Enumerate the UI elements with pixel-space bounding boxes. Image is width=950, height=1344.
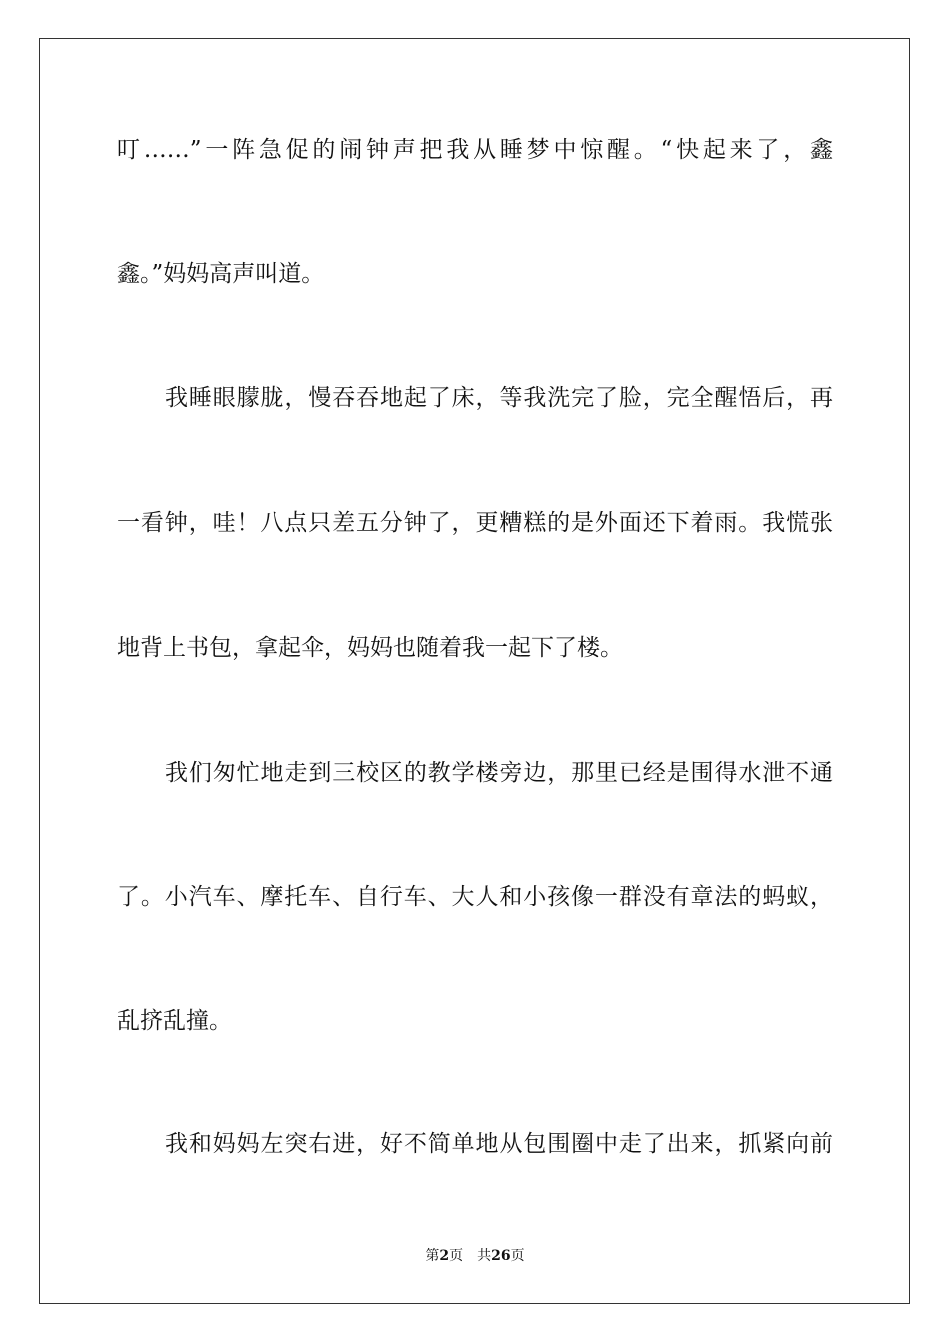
body-line-9: 我和妈妈左突右进，好不简单地从包围圈中走了出来，抓紧向前	[165, 1131, 833, 1157]
footer-page-suffix: 页	[449, 1248, 464, 1264]
body-line-6: 我们匆忙地走到三校区的教学楼旁边，那里已经是围得水泄不通	[165, 760, 833, 786]
page-footer	[0, 1246, 950, 1266]
body-line-2: 鑫。”妈妈高声叫道。	[117, 261, 325, 287]
body-line-3: 我睡眼朦胧，慢吞吞地起了床，等我洗完了脸，完全醒悟后，再	[165, 385, 833, 411]
page-border	[39, 38, 910, 1304]
footer-total-prefix: 共	[477, 1248, 492, 1264]
footer-total-suffix: 页	[510, 1248, 525, 1264]
body-line-4: 一看钟，哇！八点只差五分钟了，更糟糕的是外面还下着雨。我慌张	[117, 510, 833, 536]
body-line-1: 叮……”一阵急促的闹钟声把我从睡梦中惊醒。“快起来了，鑫	[117, 137, 833, 163]
body-line-5: 地背上书包，拿起伞，妈妈也随着我一起下了楼。	[117, 635, 623, 661]
body-line-7: 了。小汽车、摩托车、自行车、大人和小孩像一群没有章法的蚂蚁，	[117, 884, 833, 910]
footer-page-prefix: 第	[425, 1248, 440, 1264]
footer-page-number: 2	[439, 1248, 450, 1264]
footer-total-pages: 26	[491, 1248, 511, 1264]
body-line-8: 乱挤乱撞。	[117, 1008, 232, 1034]
